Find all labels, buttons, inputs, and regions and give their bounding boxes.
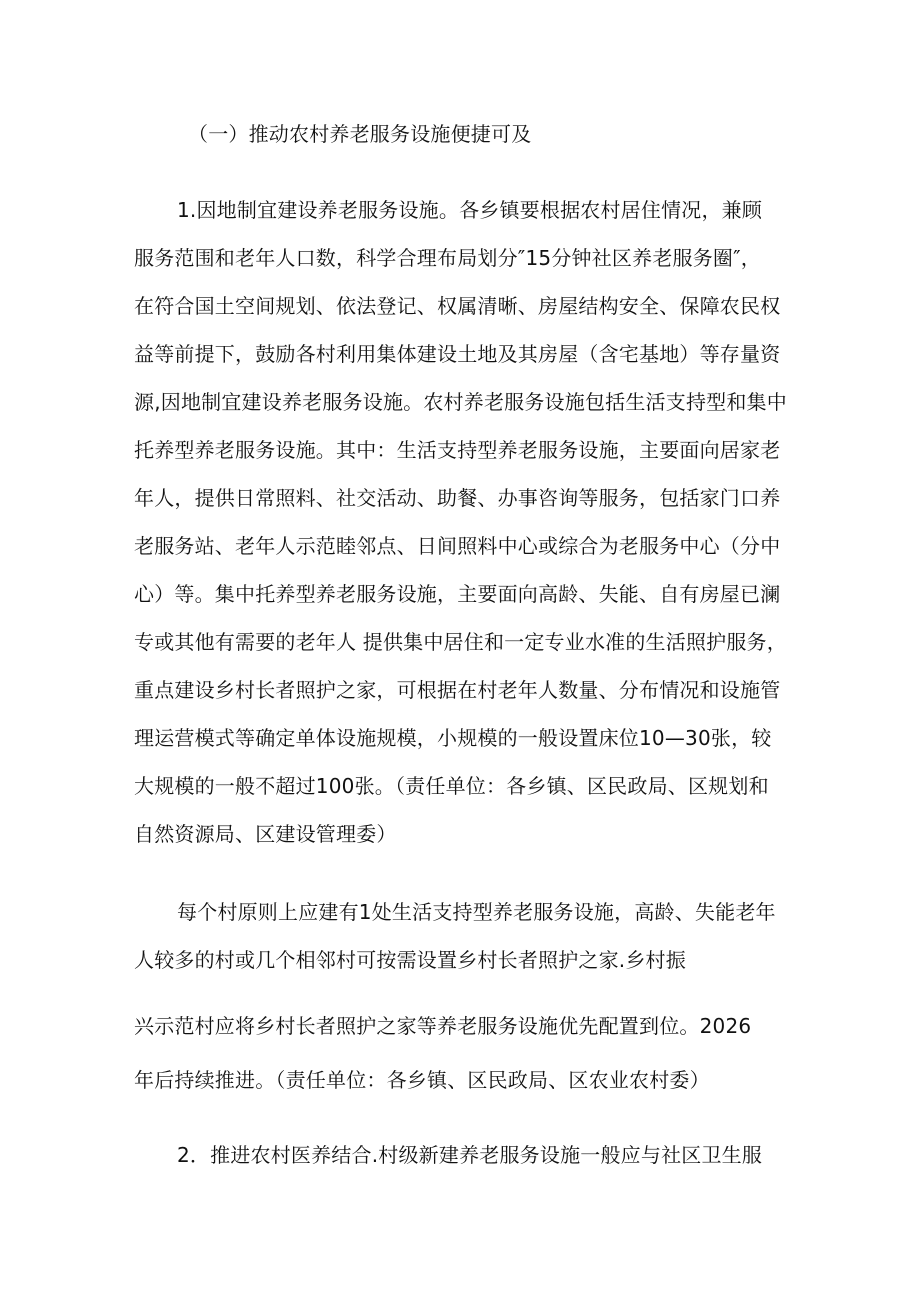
paragraph-line: 重点建设乡村长者照护之家，可根据在村老年人数量、分布情况和设施管 [134, 678, 781, 702]
paragraph-line: 自然资源局、区建设管理委） [134, 822, 397, 846]
paragraph-line: 心）等。集中托养型养老服务设施，主要面向高龄、失能、自有房屋已澜 [134, 582, 781, 606]
paragraph-line: 专或其他有需要的老年人 提供集中居住和一定专业水准的生活照护服务， [134, 630, 787, 654]
paragraph-line: 每个村原则上应建有1处生活支持型养老服务设施，高龄、失能老年 [177, 900, 776, 924]
paragraph-line: 益等前提下，鼓励各村利用集体建设土地及其房屋（含宅基地）等存量资 [134, 342, 781, 366]
paragraph-line: 理运营模式等确定单体设施规模，小规模的一般设置床位10—30张，较 [134, 726, 772, 750]
paragraph-line: 年人，提供日常照料、社交活动、助餐、办事咨询等服务，包括家门口养 [134, 486, 781, 510]
paragraph-line: 大规模的一般不超过100张。（责任单位：各乡镇、区民政局、区规划和 [134, 774, 769, 798]
paragraph-line: 托养型养老服务设施。其中：生活支持型养老服务设施，主要面向居家老 [134, 438, 781, 462]
paragraph-line: 在符合国土空间规划、依法登记、权属清晰、房屋结构安全、保障农民权 [134, 294, 781, 318]
section-heading: （一）推动农村养老服务设施便捷可及 [188, 122, 532, 146]
paragraph-line: 1.因地制宜建设养老服务设施。各乡镇要根据农村居住情况，兼顾 [177, 198, 763, 222]
paragraph-line: 老服务站、老年人示范睦邻点、日间照料中心或综合为老服务中心（分中 [134, 534, 781, 558]
paragraph-line: 年后持续推进。（责任单位：各乡镇、区民政局、区农业农村委） [134, 1068, 710, 1092]
paragraph-line: 兴示范村应将乡村长者照护之家等养老服务设施优先配置到位。2026 [134, 1014, 752, 1038]
paragraph-line: 源,因地制宜建设养老服务设施。农村养老服务设施包括生活支持型和集中 [134, 390, 787, 414]
paragraph-line: 人较多的村或几个相邻村可按需设置乡村长者照护之家.乡村振 [134, 948, 686, 972]
paragraph-line: 2．推进农村医养结合.村级新建养老服务设施一般应与社区卫生服 [177, 1143, 763, 1167]
paragraph-line: 服务范围和老年人口数，科学合理布局划分″15分钟社区养老服务圈″， [134, 246, 761, 270]
